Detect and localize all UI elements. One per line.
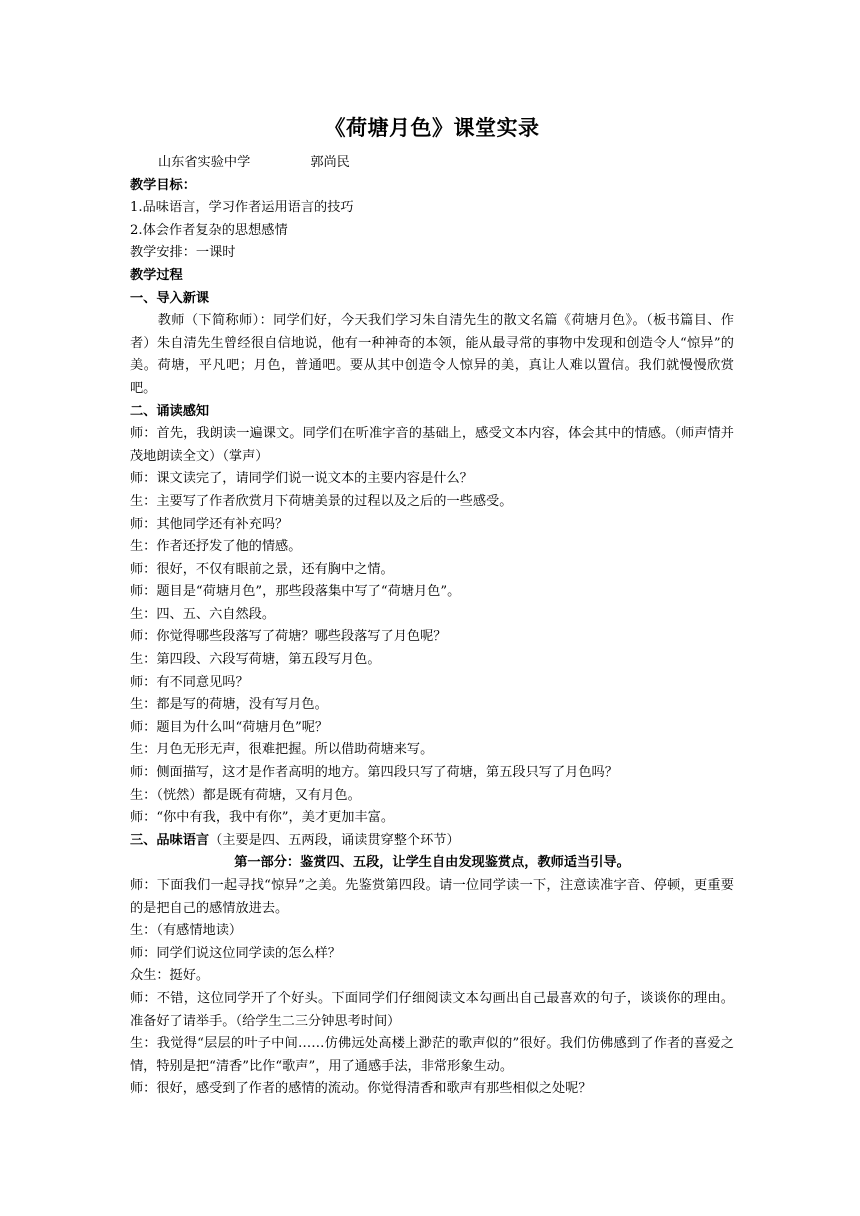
- dialogue-line: 生：四、五、六自然段。: [130, 606, 276, 622]
- school-name: 山东省实验中学: [158, 155, 251, 170]
- dialogue-line: 师：题目为什么叫“荷塘月色”呢？: [130, 719, 329, 735]
- section-heading-reading: 二、诵读感知: [130, 403, 210, 419]
- section-heading-language: [130, 830, 734, 853]
- part-one-heading: 第一部分：鉴赏四、五段，让学生自由发现鉴赏点，教师适当引导。: [234, 855, 630, 871]
- goal-item: 2.体会作者复杂的思想感情: [130, 222, 288, 238]
- process-heading: 教学过程: [130, 267, 183, 283]
- dialogue-paragraph: 师：下面我们一起寻找“惊异”之美。先鉴赏第四段。请一位同学读一下，注意读准字音、停顿，更重要的是把自己的感情放进去。: [130, 878, 734, 916]
- dialogue-line: 师：题目是“荷塘月色”，那些段落集中写了“荷塘月色”。: [130, 584, 461, 600]
- goal-item: 1.品味语言，学习作者运用语言的技巧: [130, 200, 354, 216]
- dialogue-paragraph: 师：不错，这位同学开了个好头。下面同学们仔细阅读文本勾画出自己最喜欢的句子，谈谈你的理由。准备好了请举手。（给学生二三分钟思考时间）: [130, 990, 734, 1029]
- dialogue-line: 生：主要写了作者欣赏月下荷塘美景的过程以及之后的一些感受。: [130, 493, 513, 509]
- document-page: [130, 112, 734, 1101]
- dialogue-line: 师：“你中有我，我中有你”，美才更加丰富。: [130, 810, 395, 826]
- dialogue-paragraph: 生：我觉得“层层的叶子中间……仿佛远处高楼上渺茫的歌声似的”很好。我们仿佛感到了作者的喜爱之情，特别是把“清香”比作“歌声”，用了通感手法，非常形象生动。: [130, 1036, 734, 1074]
- dialogue-line: 师：有不同意见吗？: [130, 674, 249, 690]
- document-title: 《荷塘月色》课堂实录: [324, 116, 540, 140]
- dialogue-line: 师：课文读完了，请同学们说一说文本的主要内容是什么？: [130, 471, 473, 487]
- byline: [130, 152, 734, 175]
- dialogue-line: 生：（有感情地读）: [130, 923, 243, 939]
- dialogue-line: 生：月色无形无声，很难把握。所以借助荷塘来写。: [130, 742, 434, 758]
- section-heading-language-title: 三、品味语言: [130, 832, 210, 848]
- arrangement: 教学安排：一课时: [130, 245, 236, 261]
- author-name: 郭尚民: [310, 155, 350, 170]
- section-heading-intro: 一、导入新课: [130, 290, 210, 306]
- dialogue-line: 师：侧面描写，这才是作者高明的地方。第四段只写了荷塘，第五段只写了月色吗？: [130, 765, 618, 781]
- dialogue-line: 生：（恍然）都是既有荷塘，又有月色。: [130, 787, 361, 803]
- dialogue-line: 生：都是写的荷塘，没有写月色。: [130, 697, 328, 713]
- dialogue-line: 师：你觉得哪些段落写了荷塘？哪些段落写了月色呢？: [130, 629, 447, 645]
- dialogue-line: 师：其他同学还有补充吗？: [130, 516, 289, 532]
- dialogue-line: 师：很好，感受到了作者的感情的流动。你觉得清香和歌声有那些相似之处呢？: [130, 1081, 592, 1097]
- dialogue-line: 师：很好，不仅有眼前之景，还有胸中之情。: [130, 561, 394, 577]
- goals-heading: 教学目标：: [130, 177, 196, 193]
- dialogue-line: 师：同学们说这位同学读的怎么样？: [130, 945, 341, 961]
- intro-paragraph: 教师（下简称师）：同学们好，今天我们学习朱自清先生的散文名篇《荷塘月色》。（板书篇目、作者）朱自清先生曾经很自信地说，他有一种神奇的本领，能从最寻常的事物中发现和创造令人“惊异”的美。荷塘，平凡吧；月色，普通吧。要从其中创造令人惊异的美，真让人难以置信。我们就慢慢欣赏吧。: [130, 313, 734, 396]
- dialogue-paragraph: 师：首先，我朗读一遍课文。同学们在听准字音的基础上，感受文本内容，体会其中的情感。（师声情并茂地朗读全文）（掌声）: [130, 426, 734, 464]
- dialogue-line: 众生：挺好。: [130, 968, 210, 984]
- dialogue-line: 生：作者还抒发了他的情感。: [130, 539, 302, 555]
- section-heading-language-note: （主要是四、五两段，诵读贯穿整个环节）: [209, 832, 460, 848]
- dialogue-line: 生：第四段、六段写荷塘，第五段写月色。: [130, 652, 381, 668]
